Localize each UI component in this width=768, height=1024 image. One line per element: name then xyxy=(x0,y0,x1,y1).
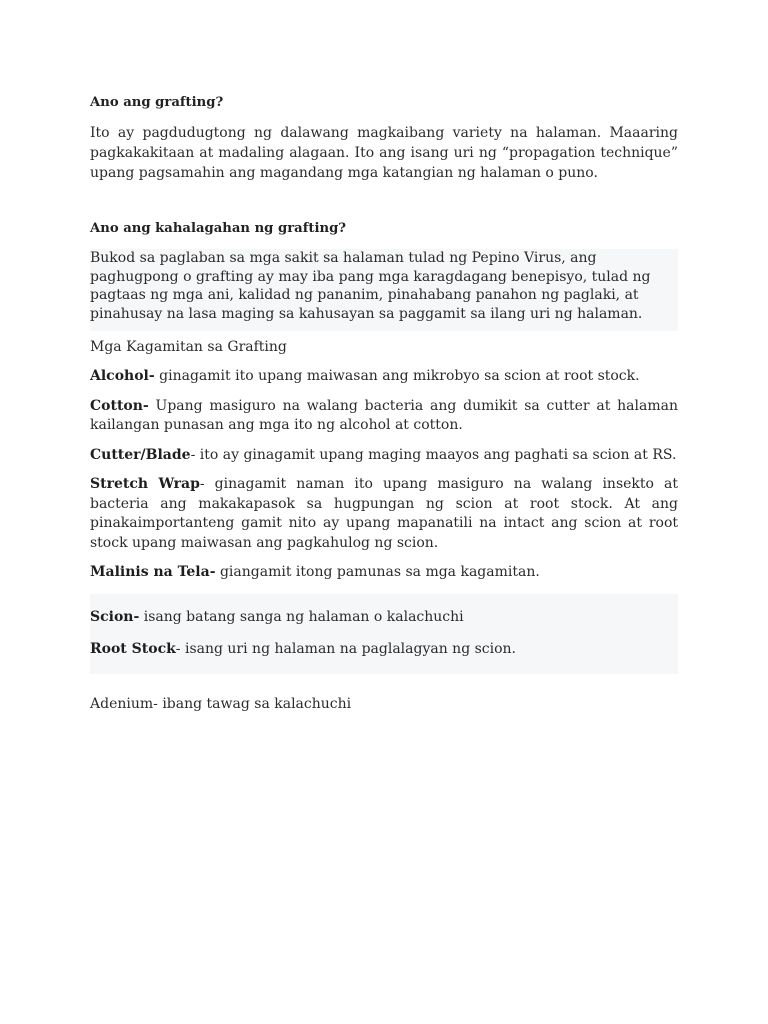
material-term: Cutter/Blade xyxy=(90,446,191,463)
definition-description: isang batang sanga ng halaman o kalachuchi xyxy=(139,608,464,625)
material-description: giangamit itong pamunas sa mga kagamitan. xyxy=(215,564,540,580)
paragraph-grafting-definition: Ito ay pagdudugtong ng dalawang magkaibang variety na halaman. Maaaring pagkakakitaan at madaling alagaan. Ito ang isang uri ng “propagation technique” upang pagsamahin ang magandang mga katangian ng halaman o puno. xyxy=(90,125,678,181)
material-term: Cotton- xyxy=(90,397,149,414)
heading-what-is-grafting: Ano ang grafting? xyxy=(90,95,224,110)
materials-title: Mga Kagamitan sa Grafting xyxy=(90,339,287,355)
importance-line: pagtaas ng mga ani, kalidad ng pananim, pinahabang panahon ng paglaki, at xyxy=(90,287,639,303)
definition-root-stock xyxy=(90,640,678,660)
definition-scion xyxy=(90,608,678,628)
importance-line: paghugpong o grafting ay may iba pang mga karagdagang benepisyo, tulad ng xyxy=(90,268,651,285)
material-item-alcohol xyxy=(90,367,678,387)
material-term: Malinis na Tela- xyxy=(90,564,216,580)
material-item-cotton xyxy=(90,397,678,436)
material-description: - ito ay ginagamit upang maging maayos ang paghati sa scion at RS. xyxy=(190,446,677,463)
definition-description: - isang uri ng halaman na paglalagyan ng scion. xyxy=(175,641,517,657)
document-page xyxy=(90,93,678,714)
material-description: ginagamit ito upang maiwasan ang mikrobyo sa scion at root stock. xyxy=(154,368,640,384)
importance-line: pinahusay na lasa maging sa kahusayan sa paggamit sa ilang uri ng halaman. xyxy=(90,305,643,322)
material-term: Stretch Wrap xyxy=(90,476,200,492)
closing-note: Adenium- ibang tawag sa kalachuchi xyxy=(90,695,352,712)
definitions-block xyxy=(90,594,678,674)
importance-line: Bukod sa paglaban sa mga sakit sa halaman tulad ng Pepino Virus, ang xyxy=(90,250,597,266)
definition-term: Scion- xyxy=(90,608,140,625)
material-description: - ginagamit naman ito upang masiguro na walang insekto at bacteria ang makakapasok sa hugpungan ng scion at root stock. At ang pinakaimportanteng gamit nito ay upang mapanatili na intact ang scion at root stock upang maiwasan ang pagkahulog ng scion. xyxy=(90,476,679,551)
importance-text-block xyxy=(90,249,678,331)
material-description: Upang masiguro na walang bacteria ang dumikit sa cutter at halaman kailangan punasan ang mga ito ng alcohol at cotton. xyxy=(90,397,678,433)
material-item-cutter-blade xyxy=(90,446,678,466)
heading-importance-of-grafting: Ano ang kahalagahan ng grafting? xyxy=(90,221,347,236)
material-item-stretch-wrap xyxy=(90,475,678,553)
material-term: Alcohol- xyxy=(90,368,155,384)
material-item-malinis-na-tela xyxy=(90,563,678,583)
definition-term: Root Stock xyxy=(90,641,176,657)
